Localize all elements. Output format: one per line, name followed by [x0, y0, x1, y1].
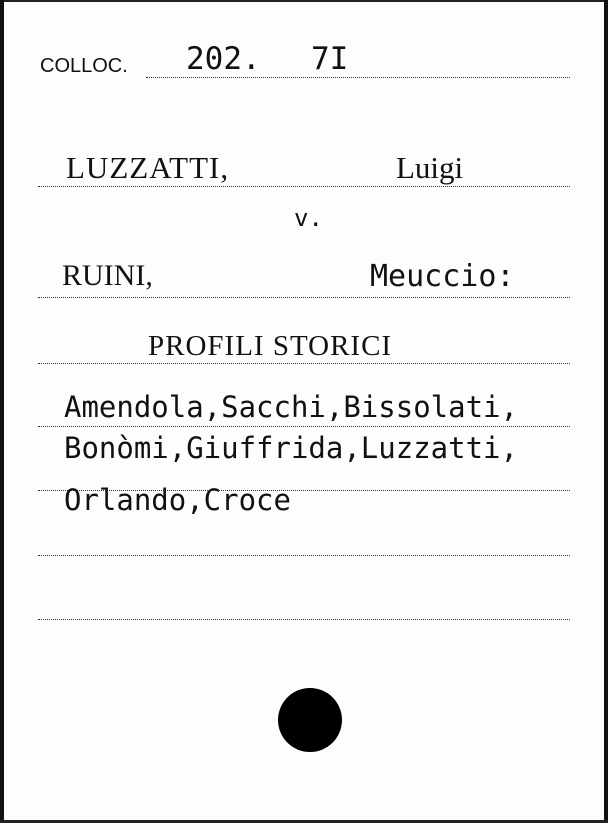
coauthor-rule [38, 297, 570, 298]
author-surname: LUZZATTI, [66, 150, 230, 185]
author-rule [38, 186, 570, 187]
colloc-rule [146, 77, 570, 78]
card-edge-right [604, 0, 608, 823]
book-title: PROFILI STORICI [148, 330, 393, 362]
colloc-label: COLLOC. [40, 55, 128, 77]
blank-rule-2 [38, 619, 570, 620]
shelfmark-number: 202. [186, 41, 261, 77]
card-edge-top [0, 0, 608, 2]
subjects-line-1: Amendola,Sacchi,Bissolati, [64, 390, 518, 424]
blank-rule-1 [38, 555, 570, 556]
coauthor-surname: RUINI, [62, 259, 153, 292]
subjects-line-3: Orlando,Croce [64, 483, 291, 517]
title-rule [38, 363, 570, 364]
versus-marker: v. [294, 204, 323, 232]
author-firstname: Luigi [396, 150, 464, 185]
card-edge-left [0, 0, 4, 823]
subjects-rule-1 [38, 426, 570, 427]
coauthor-firstname: Meuccio: [370, 259, 515, 294]
punch-hole [278, 688, 342, 752]
subjects-line-2: Bonòmi,Giuffrida,Luzzatti, [64, 431, 518, 465]
shelfmark-suffix: 7I [311, 41, 349, 77]
